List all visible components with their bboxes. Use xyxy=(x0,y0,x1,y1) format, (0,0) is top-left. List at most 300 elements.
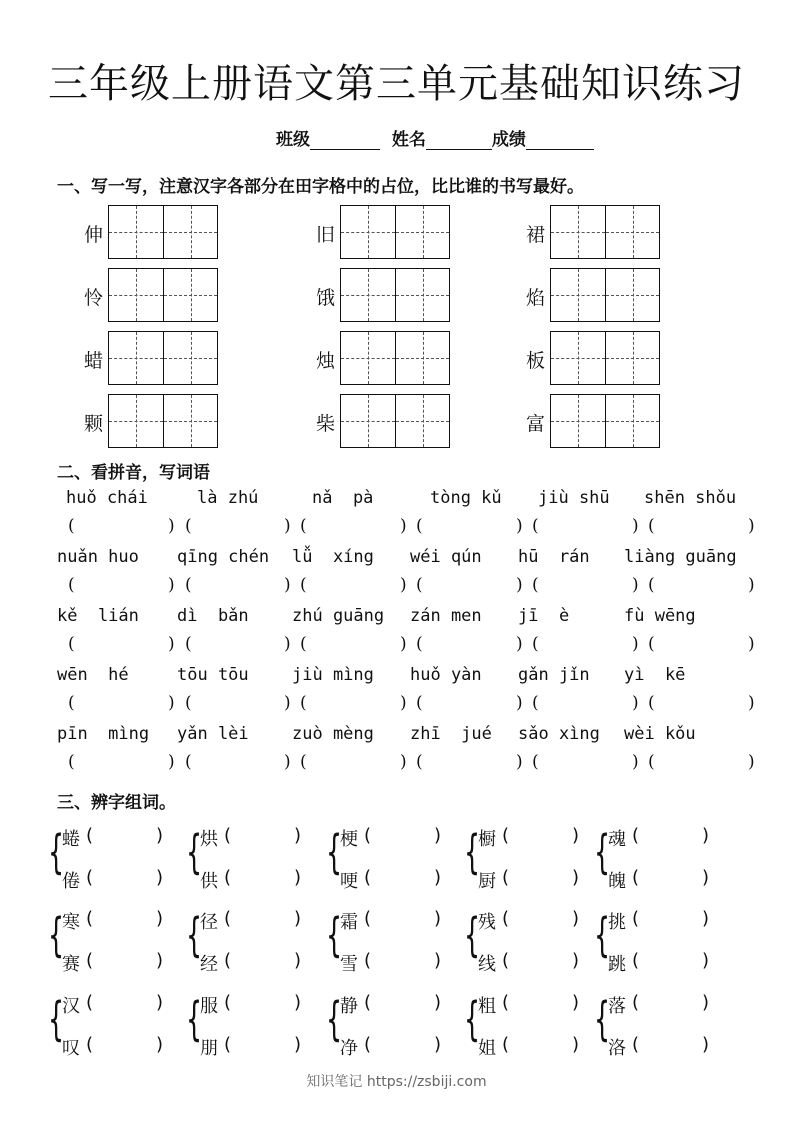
pinyin-word: nǎ pà xyxy=(312,488,374,508)
brace-icon: { xyxy=(464,908,481,962)
answer-paren-open: ( xyxy=(632,908,640,929)
page-title: 三年级上册语文第三单元基础知识练习 xyxy=(48,61,745,107)
compare-character: 烘 xyxy=(200,829,218,850)
student-info-line xyxy=(276,125,594,150)
answer-paren-open: ( xyxy=(532,516,539,536)
footer-watermark: 知识笔记 https://zsbiji.com xyxy=(306,1074,487,1090)
grid-cell[interactable] xyxy=(341,395,395,447)
writing-grid[interactable] xyxy=(340,331,450,385)
grid-cell[interactable] xyxy=(605,332,659,384)
answer-paren-open: ( xyxy=(416,516,423,536)
answer-blank[interactable] xyxy=(544,634,628,654)
pinyin-word: pīn mìng xyxy=(57,724,150,744)
answer-blank[interactable] xyxy=(514,825,572,847)
answer-blank[interactable] xyxy=(544,693,628,713)
answer-paren-close: ) xyxy=(748,693,755,713)
answer-paren-open: ( xyxy=(68,752,75,772)
compare-character: 寒 xyxy=(62,912,80,933)
practice-character: 富 xyxy=(526,413,546,435)
grid-cell[interactable] xyxy=(395,206,449,258)
answer-paren-close: ) xyxy=(572,867,580,888)
answer-paren-open: ( xyxy=(86,825,94,846)
answer-blank[interactable] xyxy=(98,950,156,972)
answer-blank[interactable] xyxy=(376,825,434,847)
practice-character: 饿 xyxy=(316,287,336,309)
compare-character: 梗 xyxy=(340,829,358,850)
answer-paren-close: ) xyxy=(284,693,291,713)
pinyin-word: fù wēng xyxy=(624,606,696,626)
answer-paren-open: ( xyxy=(224,1034,232,1055)
answer-paren-open: ( xyxy=(300,516,307,536)
grid-cell[interactable] xyxy=(605,269,659,321)
answer-paren-open: ( xyxy=(185,634,192,654)
writing-grid[interactable] xyxy=(108,394,218,448)
answer-paren-open: ( xyxy=(502,867,510,888)
compare-character: 橱 xyxy=(478,829,496,850)
answer-paren-open: ( xyxy=(416,752,423,772)
answer-paren-open: ( xyxy=(364,825,372,846)
compare-character: 赛 xyxy=(62,954,80,975)
answer-blank[interactable] xyxy=(428,516,512,536)
answer-paren-close: ) xyxy=(156,992,164,1013)
answer-blank[interactable] xyxy=(644,992,702,1014)
answer-blank[interactable] xyxy=(644,908,702,930)
answer-paren-open: ( xyxy=(300,752,307,772)
answer-paren-open: ( xyxy=(224,825,232,846)
practice-character: 裙 xyxy=(526,224,546,246)
answer-paren-close: ) xyxy=(284,752,291,772)
answer-paren-close: ) xyxy=(516,575,523,595)
grid-cell[interactable] xyxy=(605,206,659,258)
answer-blank[interactable] xyxy=(544,752,628,772)
answer-paren-close: ) xyxy=(294,992,302,1013)
answer-paren-close: ) xyxy=(156,908,164,929)
answer-paren-open: ( xyxy=(300,634,307,654)
brace-icon: { xyxy=(186,825,203,879)
answer-paren-close: ) xyxy=(434,950,442,971)
pinyin-word: jiù mìng xyxy=(292,665,374,685)
pinyin-word: tōu tōu xyxy=(177,665,249,685)
answer-paren-open: ( xyxy=(502,992,510,1013)
compare-character: 雪 xyxy=(340,954,358,975)
compare-character: 汉 xyxy=(62,996,80,1017)
brace-icon: { xyxy=(594,825,611,879)
pinyin-word: jiù shū xyxy=(538,488,610,508)
grid-cell[interactable] xyxy=(551,395,605,447)
brace-icon: { xyxy=(464,992,481,1046)
compare-character: 残 xyxy=(478,912,496,933)
answer-paren-open: ( xyxy=(68,693,75,713)
answer-paren-open: ( xyxy=(224,992,232,1013)
answer-blank[interactable] xyxy=(644,825,702,847)
compare-character: 倦 xyxy=(62,871,80,892)
answer-paren-open: ( xyxy=(502,908,510,929)
pinyin-word: wēn hé xyxy=(57,665,129,685)
answer-paren-close: ) xyxy=(400,516,407,536)
answer-paren-open: ( xyxy=(632,992,640,1013)
grid-cell[interactable] xyxy=(395,332,449,384)
brace-icon: { xyxy=(594,992,611,1046)
writing-grid[interactable] xyxy=(550,205,660,259)
pinyin-word: huǒ chái xyxy=(66,488,148,508)
answer-paren-open: ( xyxy=(632,867,640,888)
answer-blank[interactable] xyxy=(98,825,156,847)
practice-character: 焰 xyxy=(526,287,546,309)
writing-grid[interactable] xyxy=(550,394,660,448)
answer-blank[interactable] xyxy=(80,516,164,536)
grid-cell[interactable] xyxy=(341,269,395,321)
answer-blank[interactable] xyxy=(312,634,396,654)
answer-paren-close: ) xyxy=(702,825,710,846)
brace-icon: { xyxy=(326,992,343,1046)
writing-grid[interactable] xyxy=(108,268,218,322)
answer-blank[interactable] xyxy=(312,516,396,536)
answer-paren-close: ) xyxy=(702,867,710,888)
brace-icon: { xyxy=(186,992,203,1046)
answer-blank[interactable] xyxy=(197,634,281,654)
grid-cell[interactable] xyxy=(109,332,163,384)
grid-cell[interactable] xyxy=(605,395,659,447)
answer-paren-open: ( xyxy=(648,516,655,536)
pinyin-word: sǎo xìng xyxy=(518,724,600,744)
answer-blank[interactable] xyxy=(312,693,396,713)
grid-cell[interactable] xyxy=(395,269,449,321)
answer-blank[interactable] xyxy=(544,575,628,595)
answer-paren-open: ( xyxy=(532,634,539,654)
answer-paren-open: ( xyxy=(86,908,94,929)
pinyin-word: zhú guāng xyxy=(292,606,385,626)
answer-paren-close: ) xyxy=(702,992,710,1013)
answer-blank[interactable] xyxy=(98,908,156,930)
compare-character: 静 xyxy=(340,996,358,1017)
answer-blank[interactable] xyxy=(660,575,744,595)
answer-blank[interactable] xyxy=(236,992,294,1014)
answer-blank[interactable] xyxy=(236,950,294,972)
answer-paren-close: ) xyxy=(156,825,164,846)
pinyin-word: liàng guāng xyxy=(624,547,737,567)
pinyin-word: lǚ xíng xyxy=(292,547,374,567)
grid-cell[interactable] xyxy=(551,206,605,258)
brace-icon: { xyxy=(326,825,343,879)
answer-paren-close: ) xyxy=(400,693,407,713)
answer-paren-open: ( xyxy=(68,634,75,654)
compare-character: 径 xyxy=(200,912,218,933)
brace-icon: { xyxy=(326,908,343,962)
answer-paren-close: ) xyxy=(400,575,407,595)
pinyin-word: jī è xyxy=(518,606,570,626)
answer-paren-close: ) xyxy=(294,1034,302,1055)
writing-grid[interactable] xyxy=(340,394,450,448)
answer-paren-close: ) xyxy=(168,752,175,772)
answer-blank[interactable] xyxy=(236,867,294,889)
answer-paren-open: ( xyxy=(364,992,372,1013)
answer-paren-close: ) xyxy=(572,908,580,929)
answer-paren-close: ) xyxy=(434,825,442,846)
answer-paren-open: ( xyxy=(300,575,307,595)
answer-paren-close: ) xyxy=(434,908,442,929)
answer-paren-open: ( xyxy=(185,575,192,595)
answer-paren-open: ( xyxy=(416,634,423,654)
writing-grid[interactable] xyxy=(340,268,450,322)
answer-paren-open: ( xyxy=(364,908,372,929)
practice-character: 烛 xyxy=(316,350,336,372)
answer-paren-open: ( xyxy=(532,575,539,595)
answer-paren-close: ) xyxy=(572,825,580,846)
pinyin-word: wéi qún xyxy=(410,547,482,567)
grid-cell[interactable] xyxy=(341,206,395,258)
answer-paren-open: ( xyxy=(86,950,94,971)
answer-blank[interactable] xyxy=(236,1034,294,1056)
compare-character: 落 xyxy=(608,996,626,1017)
answer-paren-open: ( xyxy=(224,950,232,971)
answer-blank[interactable] xyxy=(376,1034,434,1056)
compare-character: 供 xyxy=(200,871,218,892)
answer-paren-close: ) xyxy=(168,634,175,654)
answer-blank[interactable] xyxy=(514,992,572,1014)
answer-paren-close: ) xyxy=(168,575,175,595)
pinyin-word: huǒ yàn xyxy=(410,665,482,685)
class-blank[interactable] xyxy=(310,131,380,150)
compare-character: 姐 xyxy=(478,1038,496,1059)
compare-character: 厨 xyxy=(478,871,496,892)
answer-paren-close: ) xyxy=(434,1034,442,1055)
writing-grid[interactable] xyxy=(108,331,218,385)
answer-paren-close: ) xyxy=(748,752,755,772)
answer-blank[interactable] xyxy=(236,908,294,930)
grid-cell[interactable] xyxy=(551,332,605,384)
answer-paren-open: ( xyxy=(364,867,372,888)
answer-blank[interactable] xyxy=(236,825,294,847)
answer-blank[interactable] xyxy=(312,752,396,772)
pinyin-word: zán men xyxy=(410,606,482,626)
answer-paren-close: ) xyxy=(168,693,175,713)
answer-paren-close: ) xyxy=(632,752,639,772)
practice-character: 旧 xyxy=(316,224,336,246)
answer-blank[interactable] xyxy=(660,634,744,654)
answer-blank[interactable] xyxy=(197,752,281,772)
section1-heading: 一、写一写，注意汉字各部分在田字格中的占位，比比谁的书写最好。 xyxy=(57,177,584,197)
answer-paren-open: ( xyxy=(502,825,510,846)
answer-blank[interactable] xyxy=(98,867,156,889)
answer-blank[interactable] xyxy=(376,908,434,930)
grid-cell[interactable] xyxy=(163,395,217,447)
answer-blank[interactable] xyxy=(197,575,281,595)
answer-paren-close: ) xyxy=(572,1034,580,1055)
answer-paren-close: ) xyxy=(748,516,755,536)
compare-character: 魄 xyxy=(608,871,626,892)
answer-paren-close: ) xyxy=(284,516,291,536)
answer-blank[interactable] xyxy=(312,575,396,595)
answer-paren-open: ( xyxy=(68,516,75,536)
practice-character: 颗 xyxy=(84,413,104,435)
answer-paren-close: ) xyxy=(400,634,407,654)
pinyin-word: dì bǎn xyxy=(177,606,249,626)
answer-paren-open: ( xyxy=(86,867,94,888)
practice-character: 蜡 xyxy=(84,350,104,372)
pinyin-word: yì kē xyxy=(624,665,686,685)
answer-paren-close: ) xyxy=(434,992,442,1013)
answer-blank[interactable] xyxy=(376,867,434,889)
answer-blank[interactable] xyxy=(644,1034,702,1056)
pinyin-word: yǎn lèi xyxy=(177,724,249,744)
class-label: 班级 xyxy=(276,130,310,150)
answer-paren-close: ) xyxy=(294,908,302,929)
writing-grid[interactable] xyxy=(108,205,218,259)
brace-icon: { xyxy=(48,908,65,962)
answer-paren-close: ) xyxy=(632,516,639,536)
grid-cell[interactable] xyxy=(109,395,163,447)
brace-icon: { xyxy=(594,908,611,962)
section3-heading: 三、辨字组词。 xyxy=(57,793,176,813)
grid-cell[interactable] xyxy=(341,332,395,384)
answer-blank[interactable] xyxy=(428,693,512,713)
answer-paren-close: ) xyxy=(400,752,407,772)
brace-icon: { xyxy=(48,825,65,879)
answer-paren-open: ( xyxy=(224,908,232,929)
answer-paren-open: ( xyxy=(185,693,192,713)
compare-character: 净 xyxy=(340,1038,358,1059)
answer-paren-open: ( xyxy=(532,693,539,713)
brace-icon: { xyxy=(48,992,65,1046)
answer-blank[interactable] xyxy=(660,752,744,772)
writing-grid[interactable] xyxy=(340,205,450,259)
answer-blank[interactable] xyxy=(644,950,702,972)
answer-paren-close: ) xyxy=(284,575,291,595)
answer-blank[interactable] xyxy=(428,752,512,772)
answer-paren-open: ( xyxy=(648,575,655,595)
answer-blank[interactable] xyxy=(514,867,572,889)
answer-blank[interactable] xyxy=(514,1034,572,1056)
compare-character: 哽 xyxy=(340,871,358,892)
writing-grid[interactable] xyxy=(550,331,660,385)
compare-character: 霜 xyxy=(340,912,358,933)
grid-cell[interactable] xyxy=(551,269,605,321)
answer-paren-close: ) xyxy=(168,516,175,536)
compare-character: 朋 xyxy=(200,1038,218,1059)
answer-blank[interactable] xyxy=(644,867,702,889)
answer-paren-open: ( xyxy=(648,634,655,654)
answer-paren-open: ( xyxy=(632,825,640,846)
grid-cell[interactable] xyxy=(163,332,217,384)
answer-paren-open: ( xyxy=(416,693,423,713)
name-blank[interactable] xyxy=(426,131,492,150)
answer-paren-open: ( xyxy=(502,1034,510,1055)
pinyin-word: zuò mèng xyxy=(292,724,374,744)
pinyin-word: hū rán xyxy=(518,547,590,567)
pinyin-word: là zhú xyxy=(197,488,259,508)
compare-character: 挑 xyxy=(608,912,626,933)
answer-paren-close: ) xyxy=(702,1034,710,1055)
compare-character: 魂 xyxy=(608,829,626,850)
practice-character: 伸 xyxy=(84,224,104,246)
practice-character: 柴 xyxy=(316,413,336,435)
compare-character: 洛 xyxy=(608,1038,626,1059)
answer-paren-open: ( xyxy=(648,693,655,713)
grid-cell[interactable] xyxy=(163,206,217,258)
answer-paren-close: ) xyxy=(632,634,639,654)
answer-blank[interactable] xyxy=(376,950,434,972)
answer-paren-close: ) xyxy=(516,752,523,772)
answer-paren-close: ) xyxy=(748,634,755,654)
answer-blank[interactable] xyxy=(428,575,512,595)
answer-paren-close: ) xyxy=(516,634,523,654)
score-blank[interactable] xyxy=(526,131,594,150)
answer-paren-open: ( xyxy=(532,752,539,772)
answer-paren-close: ) xyxy=(156,950,164,971)
grid-cell[interactable] xyxy=(395,395,449,447)
answer-paren-close: ) xyxy=(572,992,580,1013)
answer-paren-close: ) xyxy=(632,693,639,713)
answer-paren-close: ) xyxy=(516,693,523,713)
grid-cell[interactable] xyxy=(163,269,217,321)
compare-character: 线 xyxy=(478,954,496,975)
answer-paren-close: ) xyxy=(632,575,639,595)
answer-paren-open: ( xyxy=(185,516,192,536)
answer-paren-open: ( xyxy=(86,992,94,1013)
answer-blank[interactable] xyxy=(514,908,572,930)
answer-paren-open: ( xyxy=(68,575,75,595)
answer-paren-open: ( xyxy=(364,950,372,971)
pinyin-word: zhī jué xyxy=(410,724,492,744)
answer-paren-close: ) xyxy=(702,908,710,929)
pinyin-word: kě lián xyxy=(57,606,139,626)
compare-character: 叹 xyxy=(62,1038,80,1059)
answer-blank[interactable] xyxy=(98,1034,156,1056)
answer-blank[interactable] xyxy=(514,950,572,972)
answer-paren-open: ( xyxy=(185,752,192,772)
answer-paren-open: ( xyxy=(300,693,307,713)
answer-blank[interactable] xyxy=(544,516,628,536)
practice-character: 板 xyxy=(526,350,546,372)
answer-paren-close: ) xyxy=(434,867,442,888)
answer-paren-close: ) xyxy=(156,1034,164,1055)
answer-blank[interactable] xyxy=(197,693,281,713)
answer-blank[interactable] xyxy=(80,575,164,595)
section2-heading: 二、看拼音，写词语 xyxy=(57,463,210,483)
pinyin-word: shēn shǒu xyxy=(644,488,737,508)
answer-blank[interactable] xyxy=(80,693,164,713)
answer-blank[interactable] xyxy=(197,516,281,536)
grid-cell[interactable] xyxy=(109,269,163,321)
pinyin-word: nuǎn huo xyxy=(57,547,139,567)
answer-paren-open: ( xyxy=(224,867,232,888)
answer-paren-close: ) xyxy=(294,867,302,888)
answer-paren-open: ( xyxy=(632,1034,640,1055)
answer-blank[interactable] xyxy=(376,992,434,1014)
compare-character: 经 xyxy=(200,954,218,975)
grid-cell[interactable] xyxy=(109,206,163,258)
compare-character: 蜷 xyxy=(62,829,80,850)
answer-paren-close: ) xyxy=(156,867,164,888)
answer-blank[interactable] xyxy=(660,516,744,536)
answer-paren-open: ( xyxy=(416,575,423,595)
pinyin-word: qīng chén xyxy=(177,547,270,567)
answer-paren-open: ( xyxy=(502,950,510,971)
answer-paren-open: ( xyxy=(86,1034,94,1055)
pinyin-word: wèi kǒu xyxy=(624,724,696,744)
answer-blank[interactable] xyxy=(80,634,164,654)
score-label: 成绩 xyxy=(491,130,526,150)
compare-character: 服 xyxy=(200,996,218,1017)
answer-paren-open: ( xyxy=(648,752,655,772)
answer-blank[interactable] xyxy=(98,992,156,1014)
writing-grid[interactable] xyxy=(550,268,660,322)
answer-blank[interactable] xyxy=(428,634,512,654)
answer-blank[interactable] xyxy=(660,693,744,713)
pinyin-word: tòng kǔ xyxy=(430,488,502,508)
answer-blank[interactable] xyxy=(80,752,164,772)
answer-paren-close: ) xyxy=(702,950,710,971)
